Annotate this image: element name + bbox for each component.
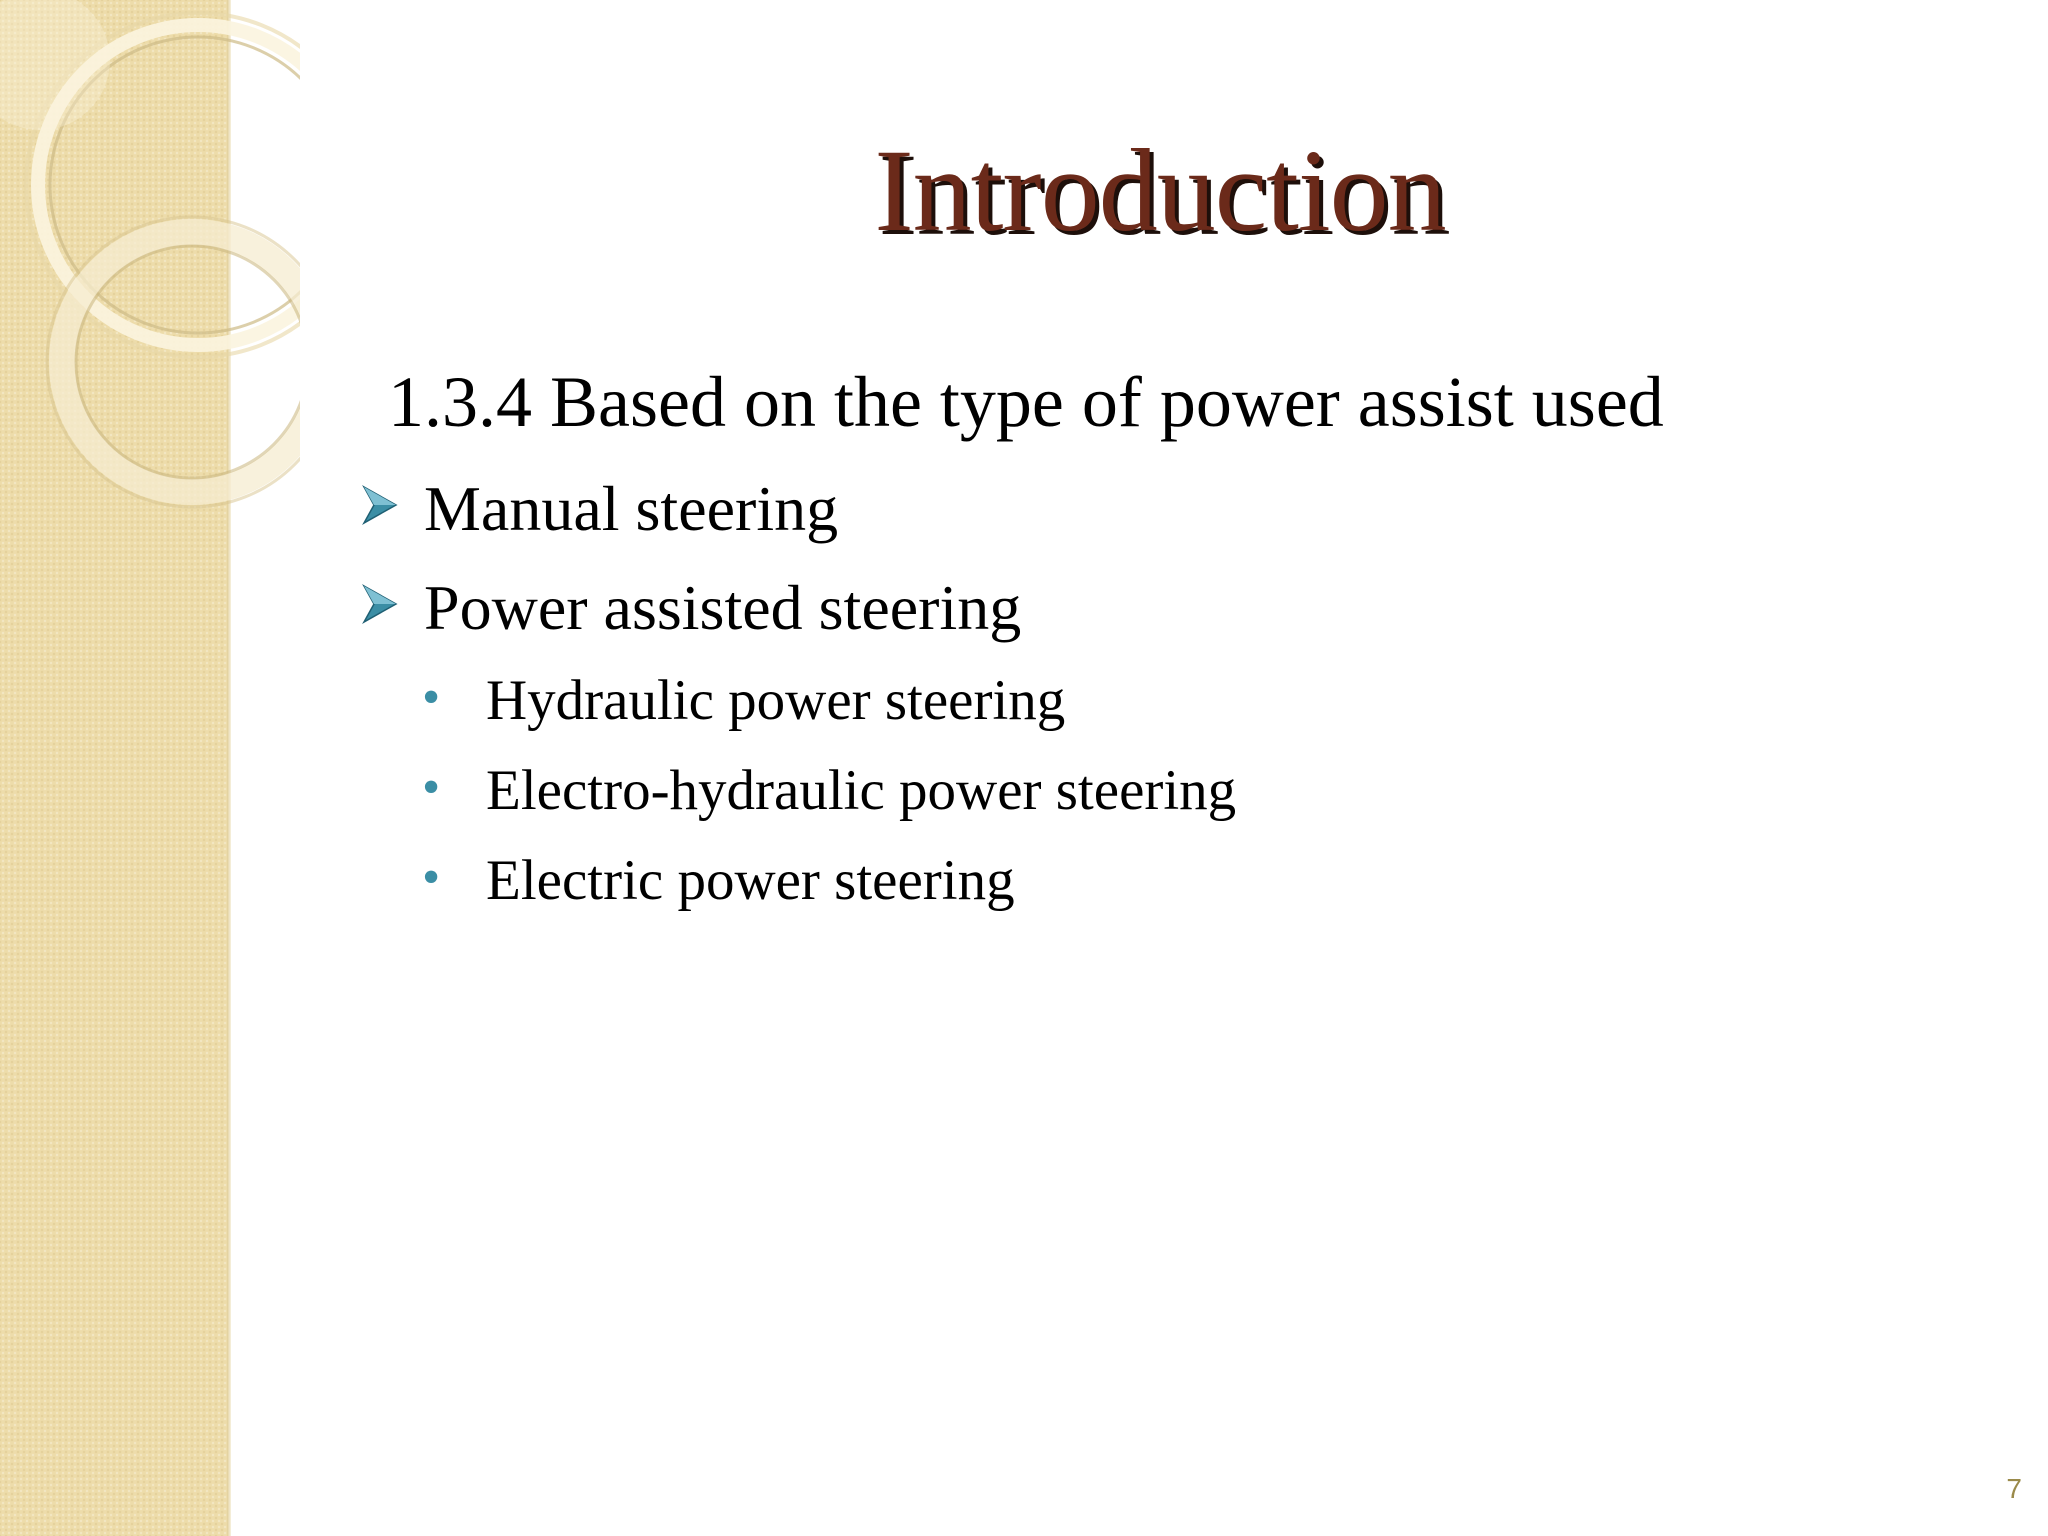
arrow-bullet-icon xyxy=(362,584,398,624)
dot-bullet-icon: • xyxy=(422,849,441,906)
arrow-bullet-icon xyxy=(362,485,398,525)
list-item-label: Power assisted steering xyxy=(424,572,1022,643)
page-number: 7 xyxy=(2006,1473,2022,1504)
sub-list-item-label: Hydraulic power steering xyxy=(486,669,1066,732)
sub-list-item-label: Electric power steering xyxy=(486,849,1015,912)
dot-bullet-icon: • xyxy=(422,669,441,726)
decorative-rings-icon xyxy=(0,0,300,520)
sub-list-item-label: Electro-hydraulic power steering xyxy=(486,759,1237,822)
section-subheading: 1.3.4 Based on the type of power assist used xyxy=(388,362,1664,442)
dot-bullet-icon: • xyxy=(422,759,441,816)
slide-title: Introduction xyxy=(874,125,1446,256)
list-item-label: Manual steering xyxy=(424,473,839,544)
